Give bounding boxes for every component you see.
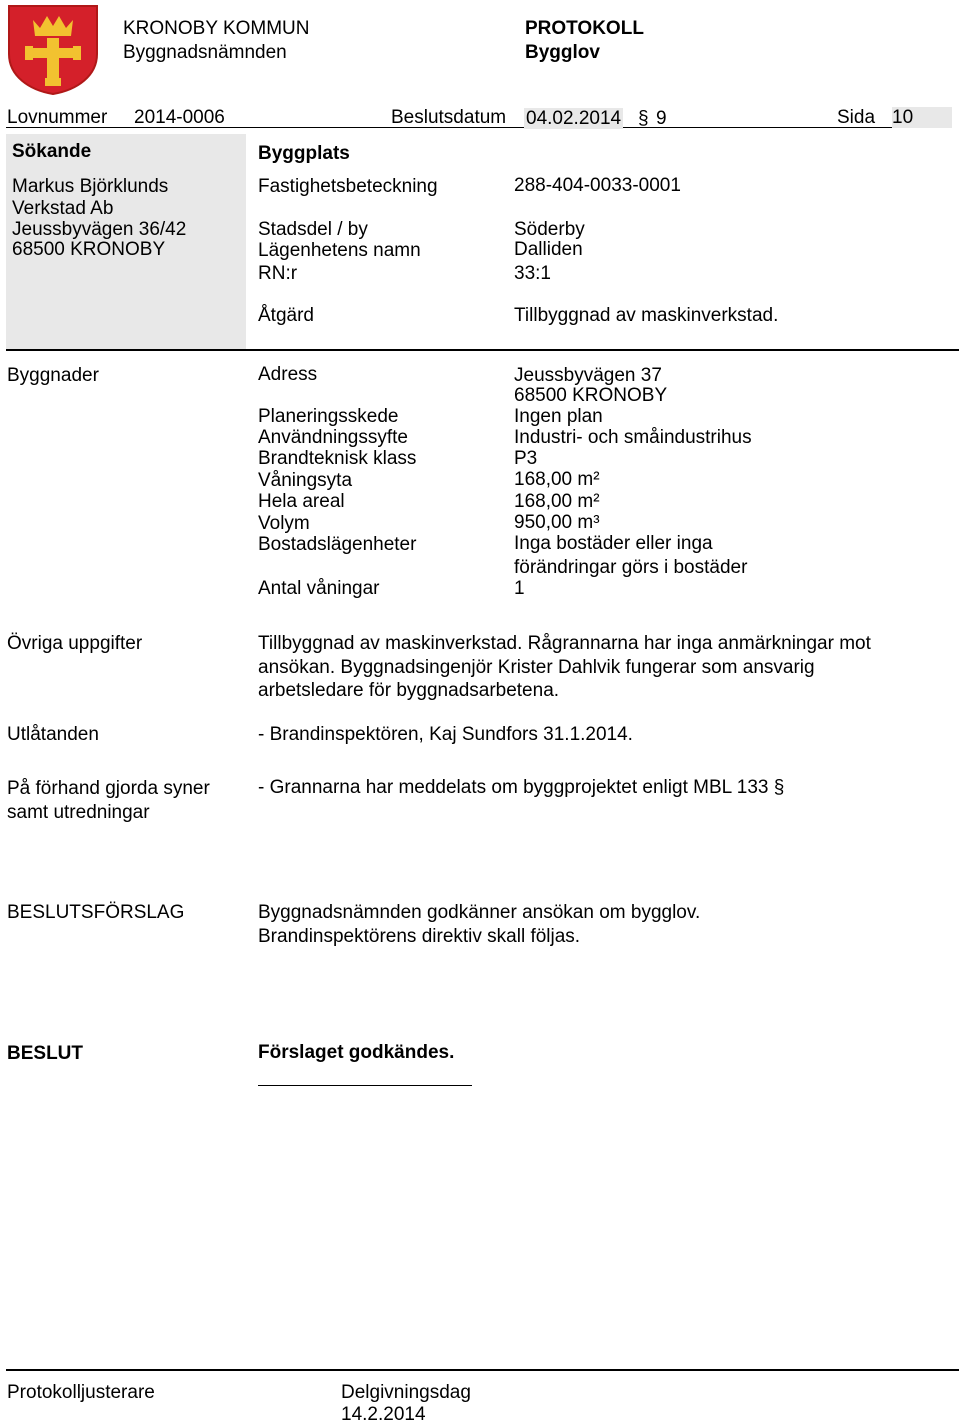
applicant-postal: 68500 KRONOBY bbox=[12, 239, 166, 260]
section-sign: § bbox=[638, 108, 649, 129]
delgivningsdag-label: Delgivningsdag bbox=[341, 1382, 471, 1403]
hela-areal-label: Hela areal bbox=[258, 491, 345, 512]
proposal-heading: BESLUTSFÖRSLAG bbox=[7, 902, 185, 923]
atgard-value: Tillbyggnad av maskinverkstad. bbox=[514, 305, 779, 326]
adress-value-street: Jeussbyvägen 37 bbox=[514, 365, 662, 386]
fastighet-value: 288-404-0033-0001 bbox=[514, 175, 681, 196]
lagenhet-value: Dalliden bbox=[514, 239, 583, 260]
inspections-heading-line2: samt utredningar bbox=[7, 802, 150, 823]
brandklass-value: P3 bbox=[514, 448, 538, 469]
atgard-label: Åtgärd bbox=[258, 305, 314, 326]
inspections-text: - Grannarna har meddelats om byggprojektet enligt MBL 133 § bbox=[258, 777, 785, 798]
site-heading: Byggplats bbox=[258, 143, 350, 164]
statements-heading: Utlåtanden bbox=[7, 724, 99, 745]
bostad-label: Bostadslägenheter bbox=[258, 534, 417, 555]
buildings-heading: Byggnader bbox=[7, 365, 99, 386]
anvandning-label: Användningssyfte bbox=[258, 427, 408, 448]
brandklass-label: Brandteknisk klass bbox=[258, 448, 417, 469]
other-heading: Övriga uppgifter bbox=[7, 633, 143, 654]
municipality-crest bbox=[7, 4, 99, 96]
org-name: KRONOBY KOMMUN bbox=[123, 18, 310, 39]
hela-areal-value: 168,00 m² bbox=[514, 491, 600, 512]
proposal-line1: Byggnadsnämnden godkänner ansökan om bygglov. bbox=[258, 902, 701, 923]
footer-rule bbox=[6, 1369, 959, 1371]
adress-label: Adress bbox=[258, 364, 318, 385]
other-text: Tillbyggnad av maskinverkstad. Rågrannarna har inga anmärkningar mot ansökan. Byggnadsingenjör Krister Dahlvik fungerar som ansvarig arbetsledare för byggnadsarbetena. bbox=[258, 633, 871, 701]
lovnummer-label: Lovnummer bbox=[7, 107, 108, 128]
plan-value: Ingen plan bbox=[514, 406, 603, 427]
applicant-name: Markus Björklunds bbox=[12, 176, 169, 197]
delgivningsdag-value: 14.2.2014 bbox=[341, 1404, 426, 1425]
decision-text: Förslaget godkändes. bbox=[258, 1042, 455, 1063]
proposal-line2: Brandinspektörens direktiv skall följas. bbox=[258, 926, 581, 947]
stadsdel-value: Söderby bbox=[514, 219, 585, 240]
beslutsdatum-value: 04.02.2014 bbox=[526, 108, 622, 129]
decision-underline bbox=[258, 1085, 472, 1086]
volym-value: 950,00 m³ bbox=[514, 512, 600, 533]
lagenhet-label: Lägenhetens namn bbox=[258, 240, 421, 261]
volym-label: Volym bbox=[258, 513, 310, 534]
applicant-company: Verkstad Ab bbox=[12, 198, 114, 219]
document-subtype: Bygglov bbox=[525, 42, 600, 63]
applicant-heading: Sökande bbox=[12, 141, 92, 162]
adress-value-postal: 68500 KRONOBY bbox=[514, 385, 668, 406]
applicant-street: Jeussbyvägen 36/42 bbox=[12, 219, 187, 240]
plan-label: Planeringsskede bbox=[258, 406, 399, 427]
fastighet-label: Fastighetsbeteckning bbox=[258, 176, 438, 197]
rn-value: 33:1 bbox=[514, 263, 551, 284]
page-label: Sida bbox=[837, 107, 876, 128]
bostad-value-line1: Inga bostäder eller inga bbox=[514, 533, 713, 554]
antal-vaningar-value: 1 bbox=[514, 578, 525, 599]
anvandning-value: Industri- och småindustrihus bbox=[514, 427, 752, 448]
department-name: Byggnadsnämnden bbox=[123, 42, 287, 63]
vaningsyta-value: 168,00 m² bbox=[514, 469, 600, 490]
rn-label: RN:r bbox=[258, 263, 298, 284]
inspections-heading-line1: På förhand gjorda syner bbox=[7, 778, 210, 799]
decision-heading: BESLUT bbox=[7, 1043, 83, 1064]
stadsdel-label: Stadsdel / by bbox=[258, 219, 368, 240]
vaningsyta-label: Våningsyta bbox=[258, 470, 353, 491]
bostad-value-line2: förändringar görs i bostäder bbox=[514, 557, 748, 578]
section-divider bbox=[6, 349, 959, 351]
document-type: PROTOKOLL bbox=[525, 18, 644, 39]
antal-vaningar-label: Antal våningar bbox=[258, 578, 380, 599]
section-number: 9 bbox=[656, 108, 667, 129]
beslutsdatum-label: Beslutsdatum bbox=[391, 107, 507, 128]
protokolljusterare-label: Protokolljusterare bbox=[7, 1382, 155, 1403]
page-number: 10 bbox=[892, 107, 952, 128]
statements-text: - Brandinspektören, Kaj Sundfors 31.1.2014. bbox=[258, 724, 633, 745]
lovnummer-value: 2014-0006 bbox=[134, 107, 225, 128]
